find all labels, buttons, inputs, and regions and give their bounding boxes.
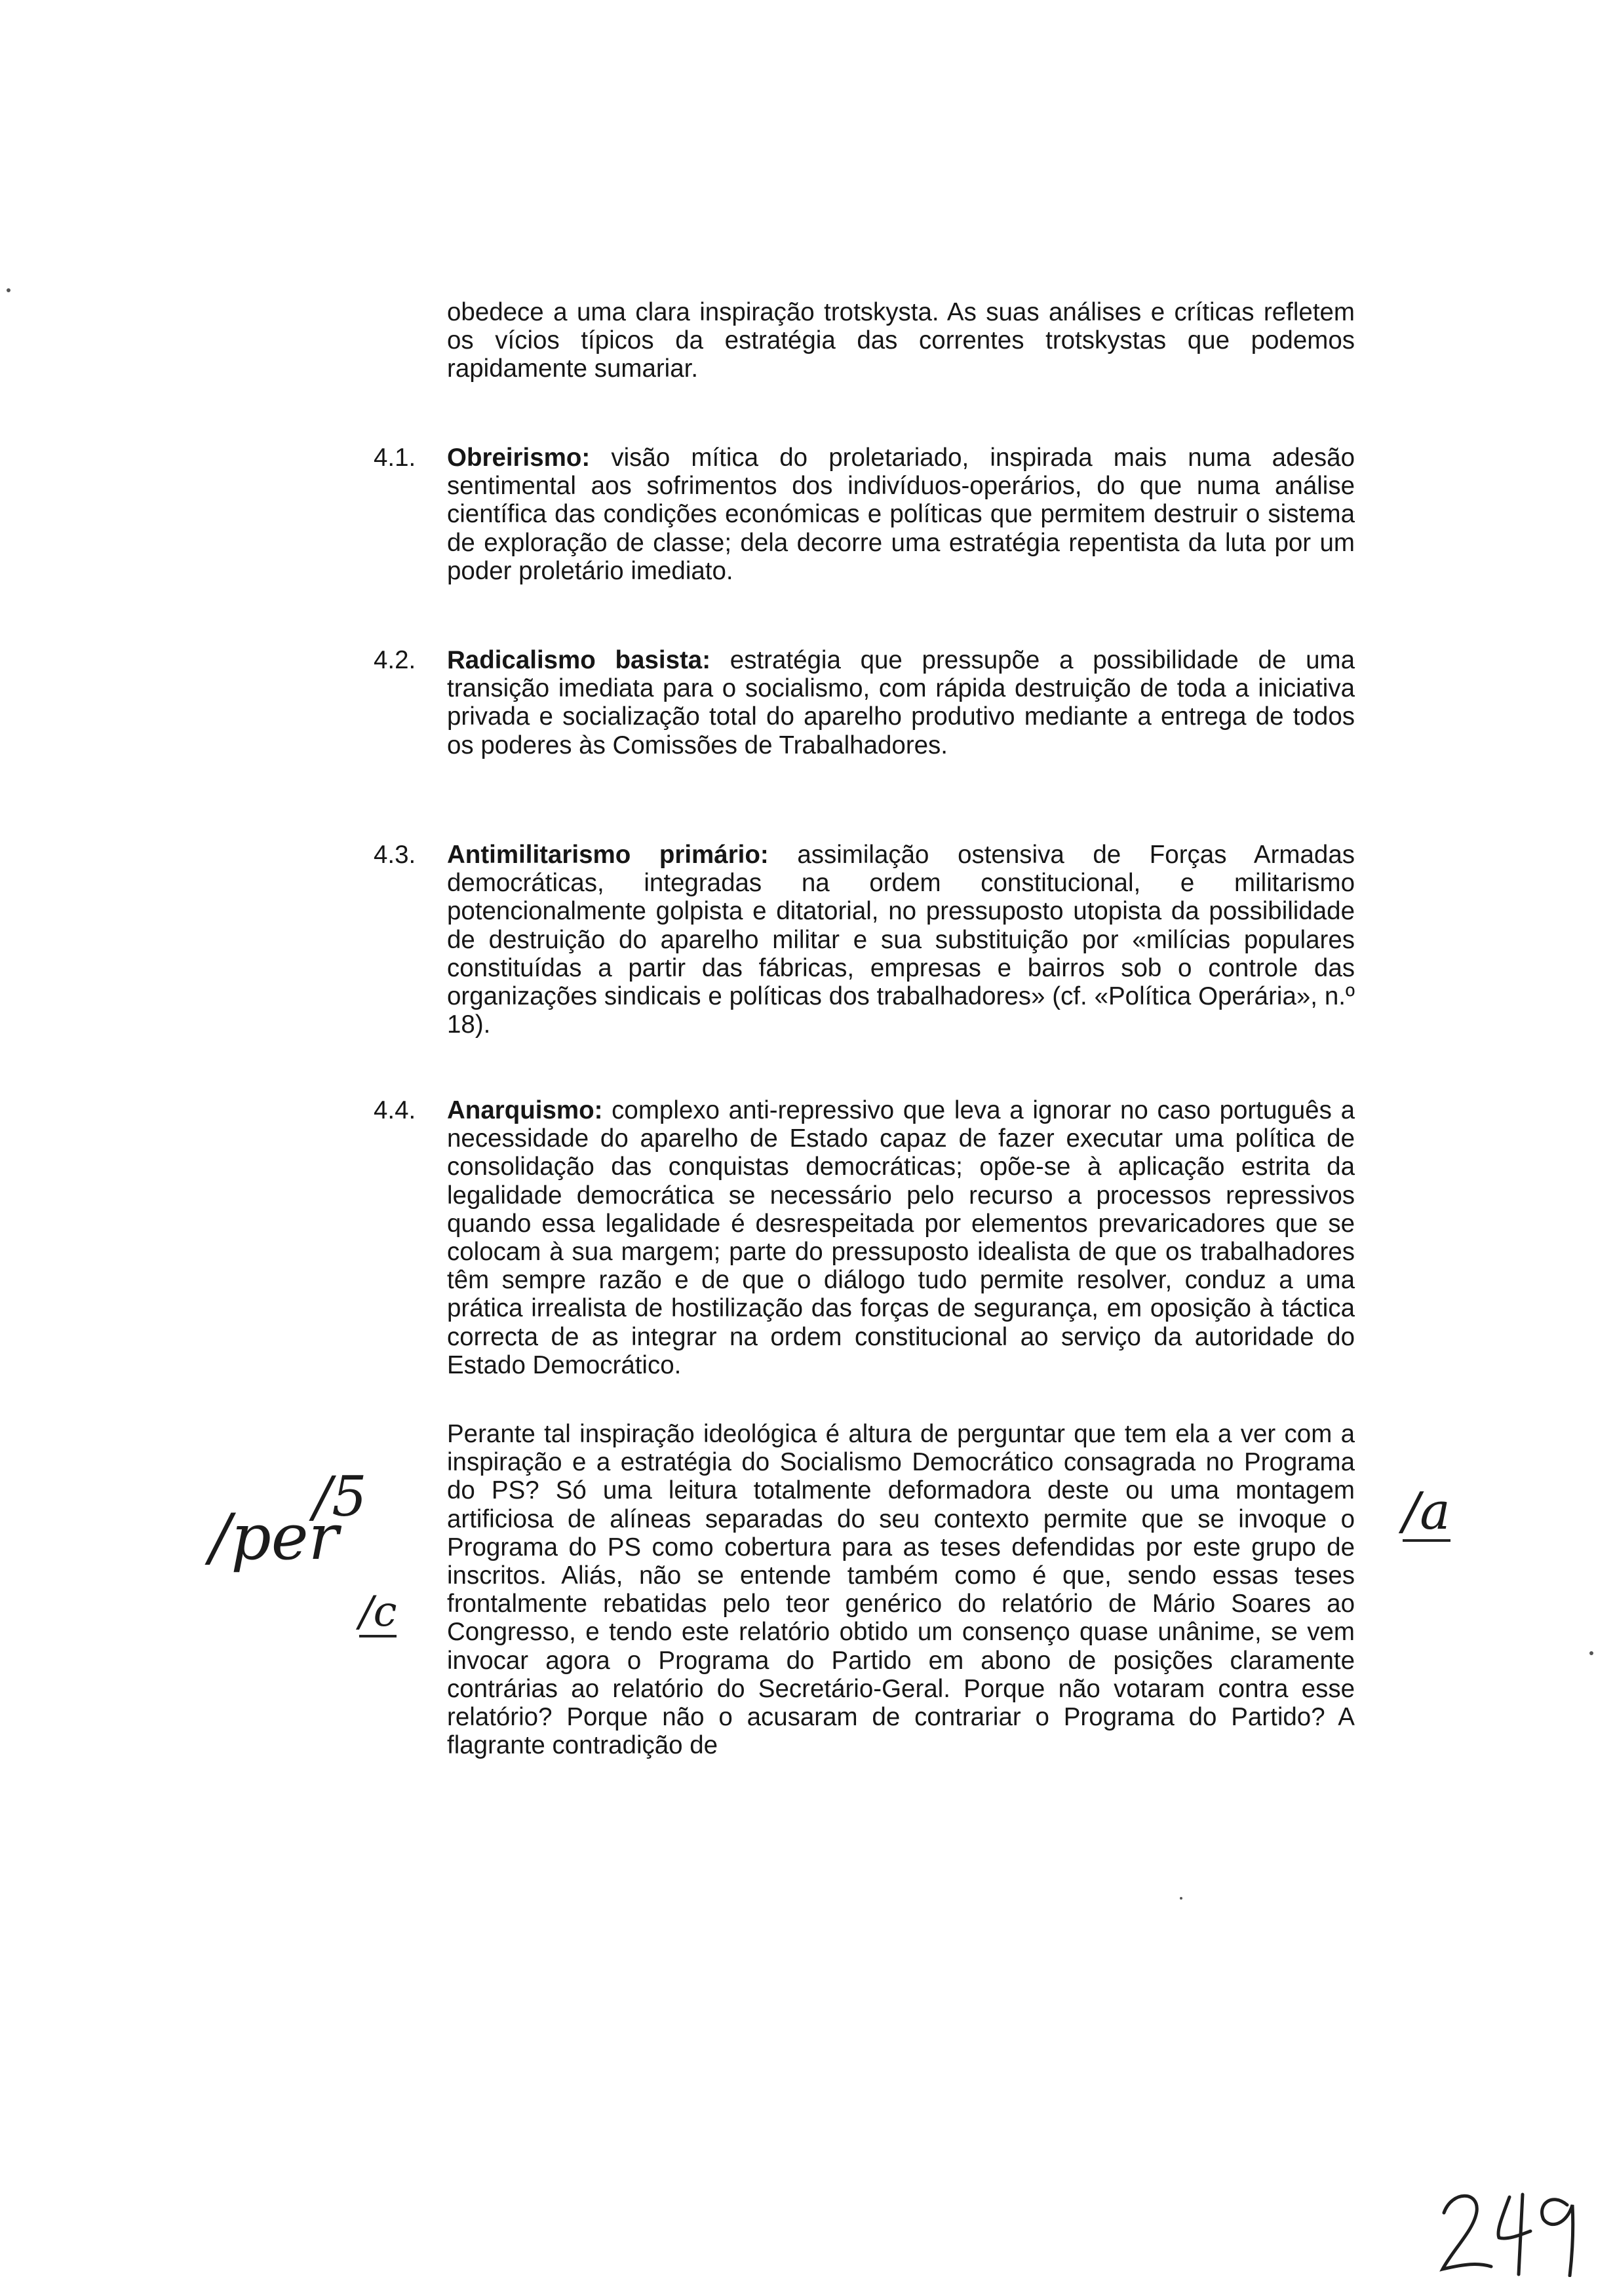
- item-term: Anarquismo:: [447, 1096, 603, 1124]
- scan-speck: [1180, 1897, 1182, 1900]
- item-number: 4.2.: [374, 646, 416, 674]
- item-paragraph: [447, 1096, 1355, 1379]
- item-paragraph: [447, 841, 1355, 1039]
- item-term: Obreirismo:: [447, 444, 591, 472]
- scan-speck: [7, 288, 10, 292]
- item-term: Antimilitarismo primário:: [447, 841, 769, 869]
- margin-annotation: /c: [359, 1588, 397, 1636]
- margin-annotation: /5: [313, 1464, 367, 1529]
- item-text: visão mítica do proletariado, inspirada mais numa adesão sentimental aos sofrimentos dos indivíduos-operários, do que numa análise científica das condições económicas e políticas que permitem destruir o sistema de exploração de classe; dela decorre uma estratégia repentista da luta por um poder proletário imediato.: [447, 444, 1355, 585]
- page-number-handwritten: [1439, 2185, 1586, 2277]
- margin-annotation: /a: [1403, 1482, 1450, 1541]
- intro-paragraph: obedece a uma clara inspiração trotskysta. As suas análises e críticas refletem os vícios típicos da estratégia das correntes trotskystas que podemos rapidamente sumariar.: [447, 298, 1355, 383]
- item-number: 4.1.: [374, 444, 416, 472]
- scan-speck: [1589, 1651, 1593, 1655]
- item-paragraph: [447, 646, 1355, 759]
- item-term: Radicalismo basista:: [447, 646, 711, 674]
- item-paragraph: [447, 444, 1355, 585]
- item-number: 4.4.: [374, 1096, 416, 1124]
- item-text: complexo anti-repressivo que leva a ignorar no caso português a necessidade do aparelho de Estado capaz de fazer executar uma política de consolidação das conquistas democráticas; opõe-se à aplicação estrita da legalidade democrática se necessário pelo recurso a processos repressivos quando essa legalidade é desrespeitada por elementos prevaricadores que se colocam à sua margem; parte do pressuposto idealista de que os trabalhadores têm sempre razão e de que o diálogo tudo permite resolver, conduz a uma prática irrealista de hostilização das forças de segurança, em oposição à táctica correcta de as integrar na ordem constitucional ao serviço da autoridade do Estado Democrático.: [447, 1096, 1355, 1379]
- item-text: assimilação ostensiva de Forças Armadas democráticas, integradas na ordem constitucional, e militarismo potencionalmente golpista e ditatorial, no pressuposto utopista da possibilidade de destruição do aparelho militar e sua substituição por «milícias populares constituídas a partir das fábricas, empresas e bairros sob o controle das organizações sindicais e políticas dos trabalhadores» (cf. «Política Operária», n.º 18).: [447, 841, 1355, 1039]
- margin-annotation: /per: [210, 1501, 339, 1574]
- item-text: estratégia que pressupõe a possibilidade de uma transição imediata para o socialismo, com rápida destruição de toda a iniciativa privada e socialização total do aparelho produtivo mediante a entrega de todos os poderes às Comissões de Trabalhadores.: [447, 646, 1355, 759]
- closing-paragraph: Perante tal inspiração ideológica é altura de perguntar que tem ela a ver com a inspiração e a estratégia do Socialismo Democrático consagrada no Programa do PS? Só uma leitura totalmente deformadora deste ou uma montagem artificiosa de alíneas separadas do seu contexto permite que se invoque o Programa do PS como cobertura para as teses defendidas por este grupo de inscritos. Aliás, não se entende também como é que, sendo essas teses frontalmente rebatidas pelo teor genérico do relatório de Mário Soares ao Congresso, e tendo este relatório obtido um consenço quase unânime, se vem invocar agora o Programa do Partido em abono de posições claramente contrárias ao relatório do Secretário-Geral. Porque não votaram contra esse relatório? Porque não o acusaram de contrariar o Programa do Partido? A flagrante contradição de: [447, 1420, 1355, 1760]
- item-number: 4.3.: [374, 841, 416, 869]
